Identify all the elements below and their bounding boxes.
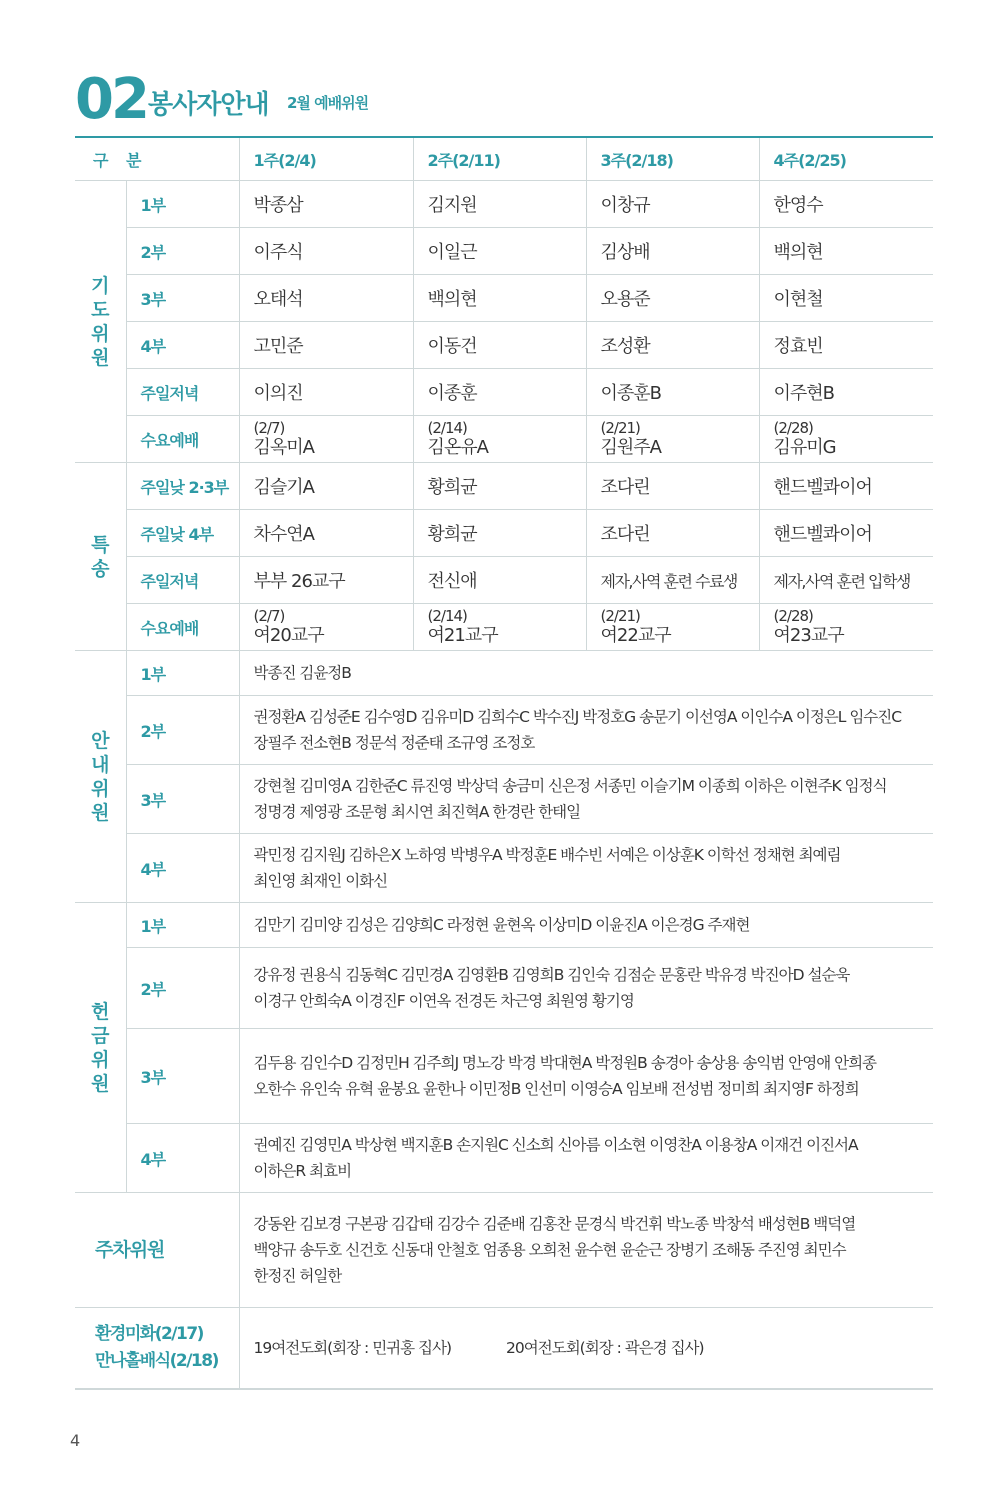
name-cell: 전신애 — [413, 557, 586, 604]
names-line: 강동완 김보경 구본광 김갑태 김강수 김준배 김홍찬 문경식 박건휘 박노종 박창석 배성현B 백덕열 — [253, 1215, 856, 1233]
name-label: 김원주A — [600, 437, 661, 458]
group-label-prayer: 기 도 위 원 — [75, 181, 126, 463]
table-row — [75, 463, 933, 510]
table-row — [75, 948, 933, 1029]
week-header: 1주(2/4) — [239, 138, 413, 181]
date-label: (2/14) — [427, 607, 467, 625]
environment-entry: 19여전도회(회장 : 민귀홍 집사) — [253, 1339, 452, 1357]
name-cell: 오태석 — [239, 275, 413, 322]
week-header: 2주(2/11) — [413, 138, 586, 181]
name-cell — [759, 604, 933, 651]
names-line: 장필주 전소현B 정문석 정준태 조규영 조정호 — [253, 734, 535, 752]
name-cell: 김지원 — [413, 181, 586, 228]
table-header-row — [75, 138, 933, 181]
name-label: 김유미G — [773, 437, 836, 458]
row-label: 주일저녁 — [126, 557, 239, 604]
name-cell: 이의진 — [239, 369, 413, 416]
section-header — [75, 67, 935, 132]
name-cell: 조다린 — [586, 510, 759, 557]
row-label: 2부 — [126, 696, 239, 765]
table-row — [75, 604, 933, 651]
table-row — [75, 834, 933, 903]
names-line: 권정환A 김성준E 김수영D 김유미D 김희수C 박수진J 박정호G 송문기 이선영A 이인수A 이정은L 임수진C — [253, 708, 902, 726]
name-cell: 이주식 — [239, 228, 413, 275]
name-cell: 고민준 — [239, 322, 413, 369]
names-cell — [239, 834, 933, 903]
name-cell: 백의현 — [759, 228, 933, 275]
group-label-usher: 안 내 위 원 — [75, 651, 126, 903]
name-cell: 오용준 — [586, 275, 759, 322]
row-label: 3부 — [126, 765, 239, 834]
row-label: 1부 — [126, 651, 239, 696]
names-line: 백양규 송두호 신건호 신동대 안철호 엄종용 오희천 윤수현 윤순근 장병기 조해동 주진영 최민수 — [253, 1241, 846, 1259]
name-cell: 조성환 — [586, 322, 759, 369]
table-row — [75, 1193, 933, 1308]
names-line: 이경구 안희숙A 이경진F 이연옥 전경돈 차근영 최원영 황기영 — [253, 992, 634, 1010]
names-line: 강현철 김미영A 김한준C 류진영 박상덕 송금미 신은정 서종민 이슬기M 이종희 이하은 이현주K 임정식 — [253, 777, 887, 795]
date-label: (2/14) — [427, 419, 467, 437]
row-label: 2부 — [126, 948, 239, 1029]
name-cell — [586, 416, 759, 463]
table-row — [75, 1124, 933, 1193]
week-header: 3주(2/18) — [586, 138, 759, 181]
name-cell: 조다린 — [586, 463, 759, 510]
name-cell: 이종훈B — [586, 369, 759, 416]
name-cell: 이주현B — [759, 369, 933, 416]
table-row — [75, 369, 933, 416]
name-label: 여20교구 — [253, 625, 324, 646]
names-cell — [239, 696, 933, 765]
names-line: 권예진 김영민A 박상현 백지훈B 손지원C 신소희 신아름 이소현 이영찬A 이용창A 이재건 이진서A — [253, 1136, 858, 1154]
name-label: 여23교구 — [773, 625, 844, 646]
date-label: (2/21) — [600, 607, 640, 625]
names-cell — [239, 1029, 933, 1124]
name-cell: 이종훈 — [413, 369, 586, 416]
name-cell: 김슬기A — [239, 463, 413, 510]
name-label: 여21교구 — [427, 625, 498, 646]
name-cell: 이창규 — [586, 181, 759, 228]
names-line: 박종진 김윤정B — [253, 664, 351, 682]
row-label: 3부 — [126, 1029, 239, 1124]
gubun-header: 구 분 — [75, 138, 239, 181]
date-label: (2/7) — [253, 607, 285, 625]
name-cell: 차수연A — [239, 510, 413, 557]
names-line: 최인영 최재인 이화신 — [253, 872, 388, 890]
name-label: 김옥미A — [253, 437, 314, 458]
names-cell — [239, 903, 933, 948]
name-cell — [413, 416, 586, 463]
name-cell — [239, 604, 413, 651]
names-line: 강유정 권용식 김동혁C 김민경A 김영환B 김영희B 김인숙 김점순 문홍란 박유경 박진아D 설순욱 — [253, 966, 850, 984]
name-cell: 박종삼 — [239, 181, 413, 228]
names-cell — [239, 948, 933, 1029]
name-cell: 이현철 — [759, 275, 933, 322]
name-cell: 부부 26교구 — [239, 557, 413, 604]
table-row — [75, 651, 933, 696]
table-row — [75, 228, 933, 275]
row-label: 4부 — [126, 1124, 239, 1193]
name-cell — [759, 416, 933, 463]
table-row — [75, 275, 933, 322]
date-label: (2/21) — [600, 419, 640, 437]
name-label: 여22교구 — [600, 625, 671, 646]
names-cell — [239, 1308, 933, 1390]
name-cell — [413, 604, 586, 651]
names-cell — [239, 765, 933, 834]
name-cell: 황희균 — [413, 510, 586, 557]
environment-label — [75, 1308, 239, 1390]
names-line: 오한수 유인숙 유혁 윤봉요 윤한나 이민정B 인선미 이영승A 임보배 전성범 정미희 최지영F 하정희 — [253, 1080, 859, 1098]
name-cell: 핸드벨콰이어 — [759, 463, 933, 510]
row-label: 주일낮 2·3부 — [126, 463, 239, 510]
name-cell: 핸드벨콰이어 — [759, 510, 933, 557]
date-label: (2/28) — [773, 419, 813, 437]
name-cell: 김상배 — [586, 228, 759, 275]
names-line: 김만기 김미양 김성은 김양희C 라정현 윤현옥 이상미D 이윤진A 이은경G 주재현 — [253, 916, 750, 934]
environment-entry: 20여전도회(회장 : 곽은경 집사) — [506, 1339, 704, 1357]
week-header: 4주(2/25) — [759, 138, 933, 181]
table-row — [75, 1029, 933, 1124]
date-label: (2/28) — [773, 607, 813, 625]
environment-label-line: 만나홀배식(2/18) — [95, 1351, 218, 1371]
row-label: 1부 — [126, 903, 239, 948]
name-cell: 이동건 — [413, 322, 586, 369]
row-label: 주일낮 4부 — [126, 510, 239, 557]
page-number: 4 — [70, 1431, 81, 1450]
row-label: 2부 — [126, 228, 239, 275]
table-row — [75, 322, 933, 369]
row-label: 4부 — [126, 834, 239, 903]
volunteer-table — [75, 138, 933, 1390]
section-title: 봉사자안내 — [148, 90, 269, 120]
names-line: 한정진 허일한 — [253, 1267, 342, 1285]
row-label: 4부 — [126, 322, 239, 369]
name-cell: 이일근 — [413, 228, 586, 275]
table-row — [75, 765, 933, 834]
table-row — [75, 181, 933, 228]
section-number: 02 — [75, 67, 147, 132]
group-label-offering: 헌 금 위 원 — [75, 903, 126, 1193]
name-cell: 황희균 — [413, 463, 586, 510]
group-label-special: 특 송 — [75, 463, 126, 651]
row-label: 주일저녁 — [126, 369, 239, 416]
parking-label: 주차위원 — [75, 1193, 239, 1308]
names-line: 곽민정 김지원J 김하은X 노하영 박병우A 박정훈E 배수빈 서예은 이상훈K 이학선 정채현 최예림 — [253, 846, 841, 864]
name-cell: 정효빈 — [759, 322, 933, 369]
names-cell — [239, 1124, 933, 1193]
table-row — [75, 1308, 933, 1390]
row-label: 1부 — [126, 181, 239, 228]
names-cell — [239, 1193, 933, 1308]
name-cell: 제자,사역 훈련 수료생 — [586, 557, 759, 604]
row-label: 수요예배 — [126, 416, 239, 463]
name-label: 김온유A — [427, 437, 488, 458]
name-cell: 백의현 — [413, 275, 586, 322]
table-row — [75, 557, 933, 604]
row-label: 3부 — [126, 275, 239, 322]
row-label: 수요예배 — [126, 604, 239, 651]
name-cell — [586, 604, 759, 651]
names-line: 정명경 제영광 조문형 최시연 최진혁A 한경란 한태일 — [253, 803, 581, 821]
name-cell: 한영수 — [759, 181, 933, 228]
names-line: 이하은R 최효비 — [253, 1162, 352, 1180]
table-row — [75, 696, 933, 765]
environment-label-line: 환경미화(2/17) — [95, 1324, 203, 1344]
names-line: 김두용 김인수D 김정민H 김주희J 명노강 박경 박대현A 박정원B 송경아 송상용 송익범 안영애 안희종 — [253, 1054, 877, 1072]
names-cell — [239, 651, 933, 696]
table-row — [75, 416, 933, 463]
name-cell: 제자,사역 훈련 입학생 — [759, 557, 933, 604]
name-cell — [239, 416, 413, 463]
date-label: (2/7) — [253, 419, 285, 437]
table-row — [75, 903, 933, 948]
table-row — [75, 510, 933, 557]
section-subtitle: 2월 예배위원 — [287, 94, 369, 112]
